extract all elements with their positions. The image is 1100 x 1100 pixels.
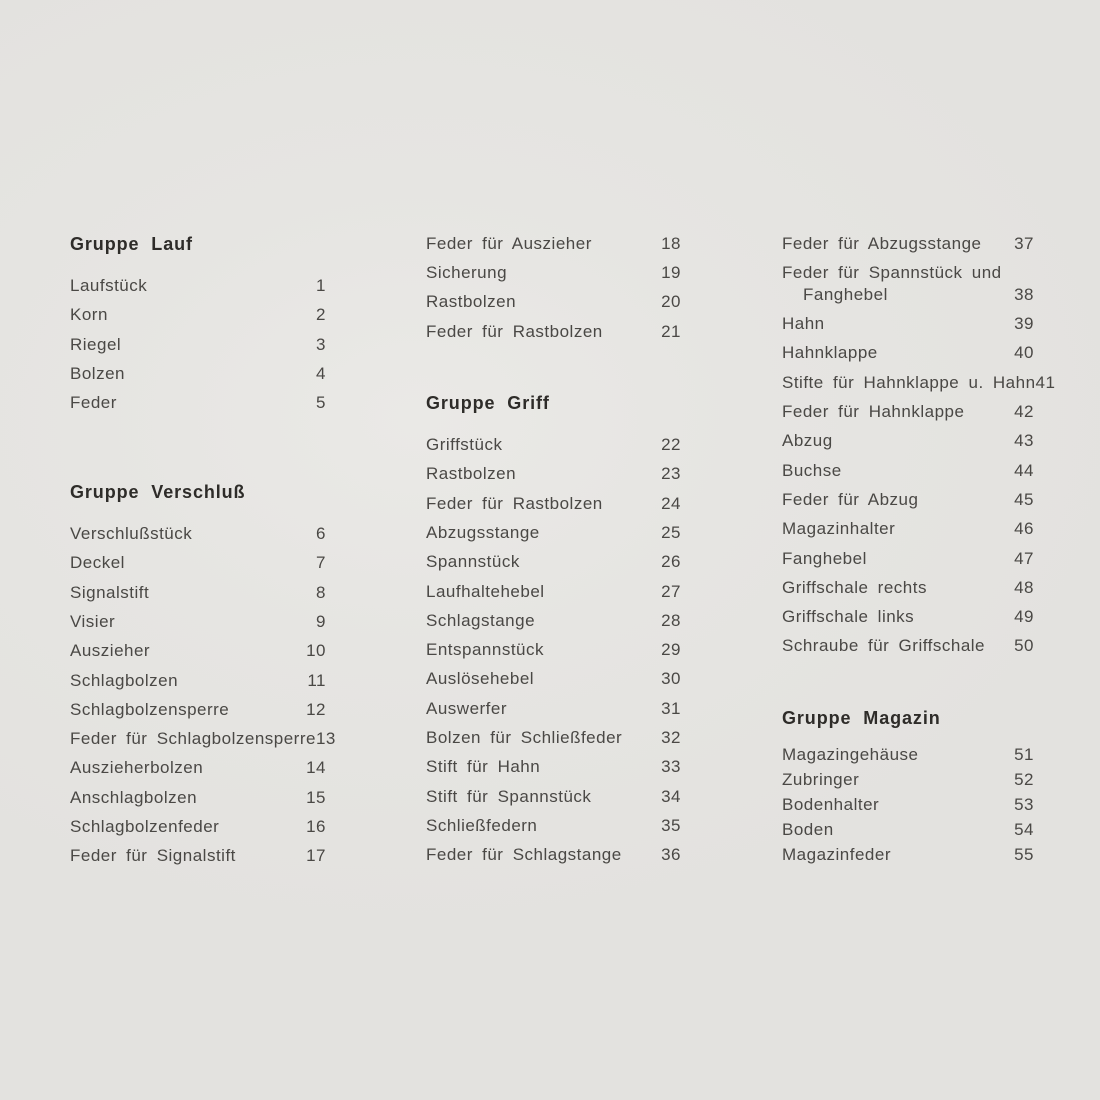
part-number: 2 [316, 305, 326, 325]
part-number: 45 [1014, 489, 1034, 509]
part-number: 34 [661, 786, 681, 806]
part-label: Laufhaltehebel [426, 581, 545, 601]
part-number: 9 [316, 611, 326, 631]
part-number: 52 [1014, 770, 1034, 789]
section-gruppe-verschluss [70, 480, 336, 871]
part-row [782, 602, 1034, 631]
item-list [426, 430, 681, 869]
part-label: Rastbolzen [426, 292, 517, 312]
part-number: 29 [661, 640, 681, 660]
part-label: Fanghebel [782, 548, 867, 568]
part-number: 55 [1014, 845, 1034, 864]
part-number: 22 [661, 435, 681, 455]
part-row [70, 330, 326, 359]
parts-column-3 [782, 0, 1056, 1100]
part-number: 12 [306, 699, 326, 719]
part-row [782, 743, 1034, 768]
part-label: Abzugsstange [426, 522, 540, 542]
section-verschluss-continued [426, 229, 681, 346]
part-row [426, 317, 681, 346]
section-gruppe-magazin [782, 706, 1034, 868]
part-label: Feder für Rastbolzen [426, 321, 603, 341]
part-number: 53 [1014, 795, 1034, 814]
part-label: Feder für Abzug [782, 489, 919, 509]
part-row [782, 456, 1034, 485]
part-label: Schlagbolzensperre [70, 699, 230, 719]
part-label: Schlagstange [426, 610, 536, 630]
part-label: Auszieherbolzen [70, 758, 204, 778]
part-row-line [782, 258, 1034, 287]
part-number: 26 [661, 552, 681, 572]
part-label: Feder für Schlagstange [426, 845, 622, 865]
part-number: 11 [307, 670, 326, 690]
part-number: 5 [316, 393, 326, 413]
part-label: Spannstück [426, 552, 520, 572]
part-number: 3 [316, 334, 326, 354]
part-row [426, 635, 681, 664]
part-label: Griffstück [426, 435, 503, 455]
part-row [70, 695, 326, 724]
part-row [426, 782, 681, 811]
part-label: Bodenhalter [782, 795, 880, 814]
section-gruppe-lauf [70, 232, 326, 418]
part-number: 21 [661, 321, 681, 341]
part-label: Fanghebel [803, 284, 888, 304]
part-number: 18 [661, 233, 681, 253]
part-row [782, 768, 1034, 793]
part-number: 39 [1014, 314, 1034, 334]
part-row [782, 339, 1034, 368]
part-label: Feder für Rastbolzen [426, 493, 603, 513]
part-row [782, 485, 1034, 514]
part-row [70, 359, 326, 388]
part-label: Stifte für Hahnklappe u. Hahn [782, 372, 1036, 392]
part-number: 44 [1014, 460, 1034, 480]
item-list [426, 229, 681, 346]
part-label: Auswerfer [426, 698, 508, 718]
part-label: Schließfedern [426, 815, 538, 835]
part-number: 36 [661, 845, 681, 865]
part-number: 28 [661, 610, 681, 630]
part-label: Zubringer [782, 770, 860, 789]
part-row [426, 606, 681, 635]
part-label: Magazinfeder [782, 845, 892, 864]
section-heading: Gruppe Magazin [782, 708, 941, 728]
part-row [426, 229, 681, 258]
part-row [426, 753, 681, 782]
part-row [70, 783, 326, 812]
part-label: Feder für Schlagbolzensperre [70, 729, 316, 749]
part-label: Feder [70, 393, 117, 413]
part-label: Visier [70, 611, 116, 631]
part-label: Sicherung [426, 262, 508, 282]
part-row [782, 544, 1034, 573]
part-number: 8 [316, 582, 326, 602]
part-label: Schlagbolzenfeder [70, 817, 220, 836]
part-label: Boden [782, 820, 834, 839]
part-label: Auslösehebel [426, 669, 535, 689]
part-row [782, 843, 1034, 868]
part-row [782, 793, 1034, 818]
part-number: 32 [661, 728, 681, 747]
part-label: Deckel [70, 553, 125, 573]
part-row [426, 489, 681, 518]
part-row [782, 573, 1034, 602]
part-row [782, 258, 1034, 309]
part-row [70, 666, 326, 695]
part-number: 43 [1014, 431, 1034, 451]
part-label: Rastbolzen [426, 464, 517, 484]
part-row [782, 397, 1034, 426]
part-number: 35 [661, 815, 681, 835]
item-list [70, 271, 326, 417]
part-row [426, 694, 681, 723]
part-number: 30 [661, 669, 681, 689]
part-row [426, 518, 681, 547]
part-row [70, 812, 326, 841]
part-label: Feder für Abzugsstange [782, 233, 982, 253]
part-label: Hahn [782, 314, 825, 334]
part-label: Laufstück [70, 276, 148, 296]
part-row [70, 607, 326, 636]
part-row [70, 549, 326, 578]
part-number: 31 [661, 698, 681, 718]
part-number: 15 [306, 787, 326, 807]
section-heading: Gruppe Lauf [70, 234, 193, 254]
part-label: Schraube für Griffschale [782, 636, 985, 656]
part-row [426, 841, 681, 870]
part-row [782, 632, 1034, 661]
part-number: 10 [306, 641, 326, 661]
part-label: Verschlußstück [70, 524, 193, 544]
part-number: 4 [316, 363, 326, 383]
part-row [70, 301, 326, 330]
part-label: Griffschale rechts [782, 577, 927, 597]
part-label: Korn [70, 305, 108, 325]
part-label: Schlagbolzen [70, 670, 179, 690]
part-row [782, 309, 1034, 338]
part-row [70, 637, 326, 666]
parts-column-2 [426, 0, 681, 1100]
part-row [426, 811, 681, 840]
part-number: 1 [316, 276, 326, 296]
part-row [426, 548, 681, 577]
part-row [426, 723, 681, 752]
part-label: Feder für Signalstift [70, 846, 236, 866]
part-label: Bolzen für Schließfeder [426, 728, 623, 747]
part-row [70, 578, 326, 607]
part-label: Griffschale links [782, 607, 915, 627]
part-label: Feder für Auszieher [426, 233, 592, 253]
part-row [70, 754, 326, 783]
part-row [70, 724, 336, 753]
part-row [70, 519, 326, 548]
part-label: Stift für Hahn [426, 757, 541, 777]
part-label: Entspannstück [426, 640, 545, 660]
part-number: 49 [1014, 607, 1034, 627]
part-row [426, 460, 681, 489]
part-row [782, 368, 1056, 397]
section-heading: Gruppe Griff [426, 393, 550, 413]
part-label: Riegel [70, 334, 122, 354]
part-number: 13 [315, 729, 336, 749]
part-row [426, 288, 681, 317]
part-label: Stift für Spannstück [426, 786, 592, 806]
part-number: 25 [661, 522, 681, 542]
part-number: 48 [1014, 577, 1034, 597]
part-label: Magazingehäuse [782, 745, 919, 764]
part-label: Hahnklappe [782, 343, 878, 363]
part-number: 51 [1014, 745, 1034, 764]
part-row [426, 577, 681, 606]
part-number: 54 [1014, 820, 1034, 839]
part-number: 33 [661, 757, 681, 777]
part-label: Feder für Spannstück und [782, 262, 1002, 282]
part-label: Signalstift [70, 582, 150, 602]
part-number: 14 [306, 758, 326, 778]
part-row [426, 665, 681, 694]
item-list [782, 743, 1034, 868]
part-number: 41 [1035, 372, 1056, 392]
part-number: 50 [1014, 636, 1034, 656]
part-number: 23 [661, 464, 681, 484]
part-number: 19 [661, 262, 681, 282]
parts-column-1 [70, 0, 336, 1100]
part-row-line [782, 284, 1034, 304]
part-row [782, 427, 1034, 456]
part-number: 37 [1014, 233, 1034, 253]
section-griff-continued [782, 229, 1056, 661]
part-row [70, 842, 326, 871]
part-label: Feder für Hahnklappe [782, 402, 965, 422]
part-number: 17 [306, 846, 326, 866]
part-row [782, 818, 1034, 843]
part-number: 16 [306, 817, 326, 836]
part-label: Bolzen [70, 363, 125, 383]
part-number: 6 [316, 524, 326, 544]
part-label: Buchse [782, 460, 842, 480]
part-number: 38 [1014, 284, 1034, 304]
part-number: 20 [661, 292, 681, 312]
part-label: Anschlagbolzen [70, 787, 198, 807]
part-row [782, 515, 1034, 544]
section-gruppe-griff [426, 391, 681, 870]
part-row [70, 271, 326, 300]
part-number: 7 [316, 553, 326, 573]
part-number: 27 [661, 581, 681, 601]
part-number: 47 [1014, 548, 1034, 568]
part-label: Magazinhalter [782, 519, 896, 539]
item-list [70, 519, 336, 871]
part-row [782, 229, 1034, 258]
part-number: 46 [1014, 519, 1034, 539]
part-row [426, 258, 681, 287]
part-label: Abzug [782, 431, 833, 451]
part-row [426, 430, 681, 459]
part-number: 40 [1014, 343, 1034, 363]
part-label: Auszieher [70, 641, 151, 661]
part-row [70, 389, 326, 418]
item-list [782, 229, 1056, 661]
section-heading: Gruppe Verschluß [70, 482, 246, 502]
part-number: 24 [661, 493, 681, 513]
part-number: 42 [1014, 402, 1034, 422]
